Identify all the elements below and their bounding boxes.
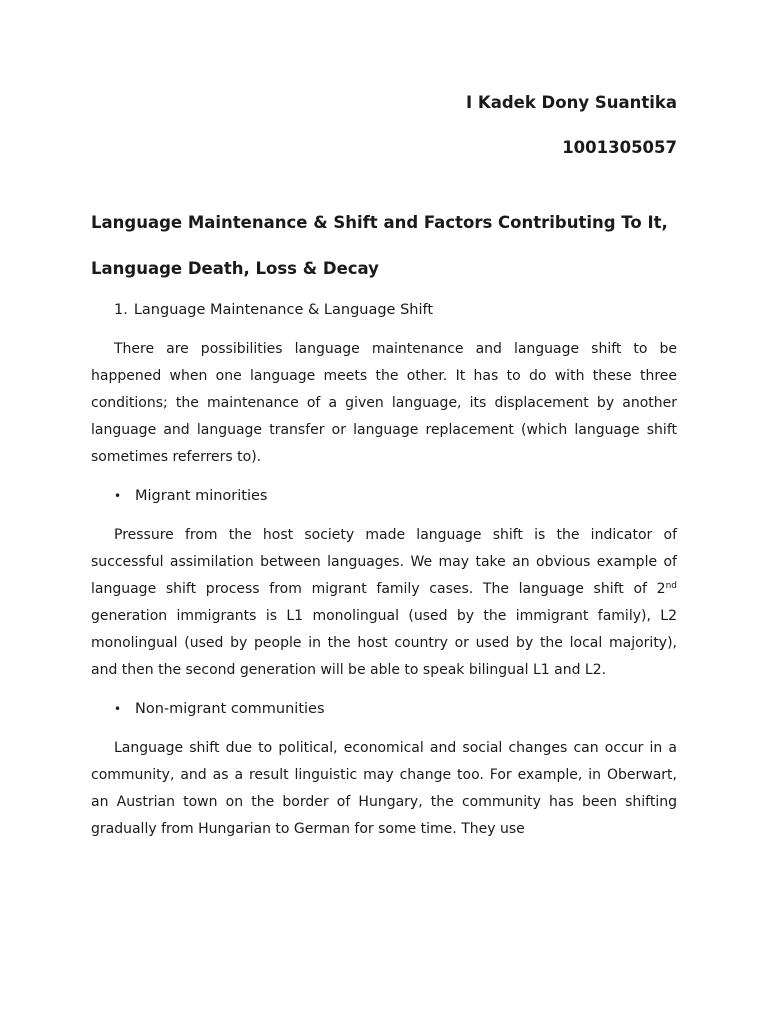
bullet-non-migrant-communities bbox=[91, 697, 677, 721]
section-heading bbox=[91, 298, 677, 322]
migrant-paragraph bbox=[91, 522, 677, 684]
migrant-text-part1: Pressure from the host society made language shift is the indicator of successful assimilation between languages. We may take an obvious example of language shift process from migrant family cases. The language shift of 2 bbox=[91, 527, 677, 597]
section-paragraph: There are possibilities language maintenance and language shift to be happened when one language meets the other. It has to do with these three conditions; the maintenance of a given language, its displacement by another language and language transfer or language replacement (which language shift sometimes referrers to). bbox=[91, 341, 677, 465]
document-title: Language Maintenance & Shift and Factors Contributing To It, bbox=[91, 213, 668, 232]
bullet-point-icon: • bbox=[114, 702, 122, 716]
student-id: 1001305057 bbox=[562, 138, 677, 157]
bullet-heading: Non-migrant communities bbox=[135, 701, 325, 717]
ordinal-suffix: nd bbox=[665, 581, 677, 591]
migrant-text-part2: generation immigrants is L1 monolingual (used by the immigrant family), L2 monolingual (used by people in the host country or used by the local majority), and then the second generation will be able to speak bilingual L1 and L2. bbox=[91, 608, 677, 678]
document-body bbox=[91, 88, 677, 843]
bullet-point-icon: • bbox=[114, 489, 122, 503]
section-heading-text: Language Maintenance & Language Shift bbox=[133, 302, 434, 318]
bullet-migrant-minorities bbox=[91, 484, 677, 508]
non-migrant-paragraph: Language shift due to political, economical and social changes can occur in a community, and as a result linguistic may change too. For example, in Oberwart, an Austrian town on the border of Hungary, the community has been shifting gradually from Hungarian to German for some time. They use bbox=[91, 740, 677, 837]
document-subtitle: Language Death, Loss & Decay bbox=[91, 259, 379, 278]
section-number: 1. bbox=[114, 302, 128, 318]
author-name: I Kadek Dony Suantika bbox=[466, 93, 677, 112]
bullet-heading: Migrant minorities bbox=[135, 488, 268, 504]
